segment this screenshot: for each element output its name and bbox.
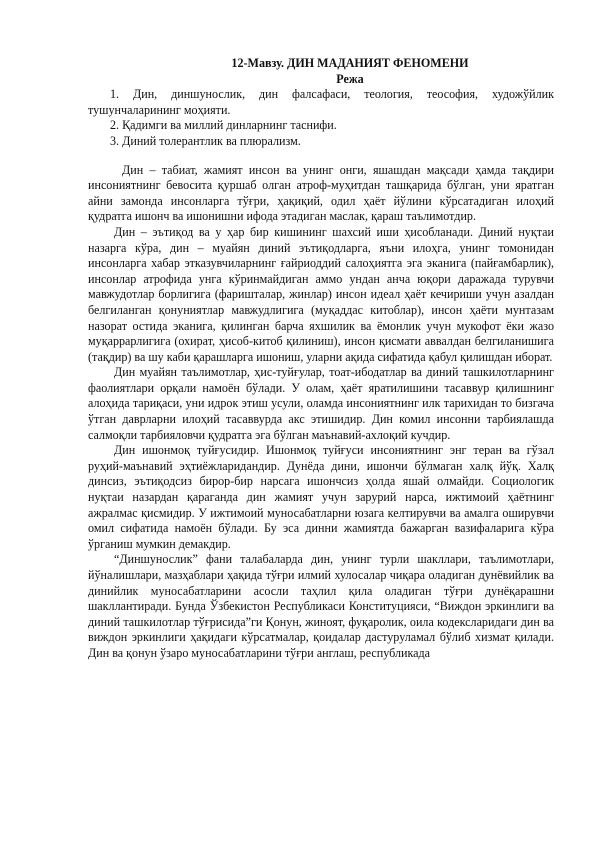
plan-list	[88, 87, 554, 149]
body-paragraph: Дин – эътиқод ва у ҳар бир кишининг шахсий иши ҳисобланади. Диний нуқтаи назарга кўра, дин – муайян диний эътиқодларга, яъни илоҳга, унинг томонидан инсонларга хабар этказувчиларнинг ғайриоддий салоҳиятга эга эканига (пайғамбарлик), инсонлар атрофида унга кўринмайдиган аммо ундан анча юқори даражада турувчи мавжудотлар борлигига (фаришталар, жинлар) инсон идеал ҳаёт кечириши учун азалдан белгиланган қонуниятлар мавжудлигига (муқаддас китоблар), инсон ҳаёти мунтазам назорат остида эканига, қилинган барча яхшилик ва ёмонлик учун мукофот ёки жазо муқаррарлигига (охират, ҳисоб-китоб қилиниш), инсон қисмати аввалдан белгиланишига (тақдир) ва шу каби қарашларга ишониш, уларни ақида сифатида қабул қилишдан иборат.	[88, 224, 554, 364]
plan-item: 1. Дин, диншунослик, дин фалсафаси, теология, теософия, художўйлик тушунчаларининг моҳияти.	[88, 87, 554, 117]
body-paragraph: “Диншунослик” фани талабаларда дин, унинг турли шакллари, таълимотлари, йўналишлари, мазҳаблари ҳақида тўғри илмий хулосалар чиқара оладиган дунёвийлик ва динийлик муносабатларини асосли таҳлил қила оладиган тўғри дунёқарашни шакллантиради. Бунда Ўзбекистон Республикаси Конституцияси, “Виждон эркинлиги ва диний ташкилотлар тўғрисида”ги Қонун, жиноят, фуқаролик, оила кодексларидаги дин ва виждон эркинлиги ҳақидаги кўрсатмалар, қоидалар дастуруламал бўлиб хизмат қилади. Дин ва қонун ўзаро муносабатларини тўғри англаш, республикада	[88, 552, 554, 660]
plan-item: 3. Диний толерантлик ва плюрализм.	[110, 133, 301, 148]
document-page	[88, 56, 554, 662]
section-spacer	[88, 150, 554, 163]
plan-heading: Режа	[336, 71, 364, 86]
plan-item: 2. Қадимги ва миллий динларнинг таснифи.	[110, 118, 337, 133]
document-title: 12-Мавзу. ДИН МАДАНИЯТ ФЕНОМЕНИ	[231, 56, 469, 70]
body-paragraph: Дин муайян таълимотлар, ҳис-туйғулар, тоат-ибодатлар ва диний ташкилотларнинг фаолиятлари орқали намоён бўлади. У олам, ҳаёт яратилишини тасаввур қилишнинг алоҳида тариқаси, уни идрок этиш усули, оламда инсониятнинг илк тарихидан то бизгача ўтган даврларни илоҳий тасаввурда акс этишидир. Дин комил инсонни тарбиялашда салмоқли тарбияловчи қудратга эга бўлган маънавий-ахлоқий кучдир.	[88, 365, 554, 442]
body-paragraph: Дин ишонмоқ туйғусидир. Ишонмоқ туйғуси инсониятнинг энг теран ва гўзал руҳий-маънавий эҳтиёжларидандир. Дунёда дини, ишончи бўлмаган халқ йўқ. Халқ динсиз, эътиқодсиз бирор-бир нарсага ишончсиз ҳолда яшай олмайди. Социологик нуқтаи назардан қараганда дин жамият учун зарурий нарса, ижтимоий ҳаётнинг ажралмас қисмидир. У ижтимоий муносабатларни юзага келтирувчи ва амалга оширувчи омил сифатида намоён бўлади. Бу эса динни жамиятда бажарган вазифаларига кўра ўрганиш мумкин демакдир.	[88, 443, 554, 551]
body-paragraph: Дин – табиат, жамият инсон ва унинг онги, яшашдан мақсади ҳамда тақдири инсониятнинг бевосита қуршаб олган атроф-муҳитдан ташқарида бўлган, уни яратган айни замонда инсонларга тўғри, ҳақиқий, одил ҳаёт йўлини кўрсатадиган илоҳий қудратга ишонч ва ишонишни ифода этадиган маслак, қараш таълимотдир.	[88, 162, 554, 224]
